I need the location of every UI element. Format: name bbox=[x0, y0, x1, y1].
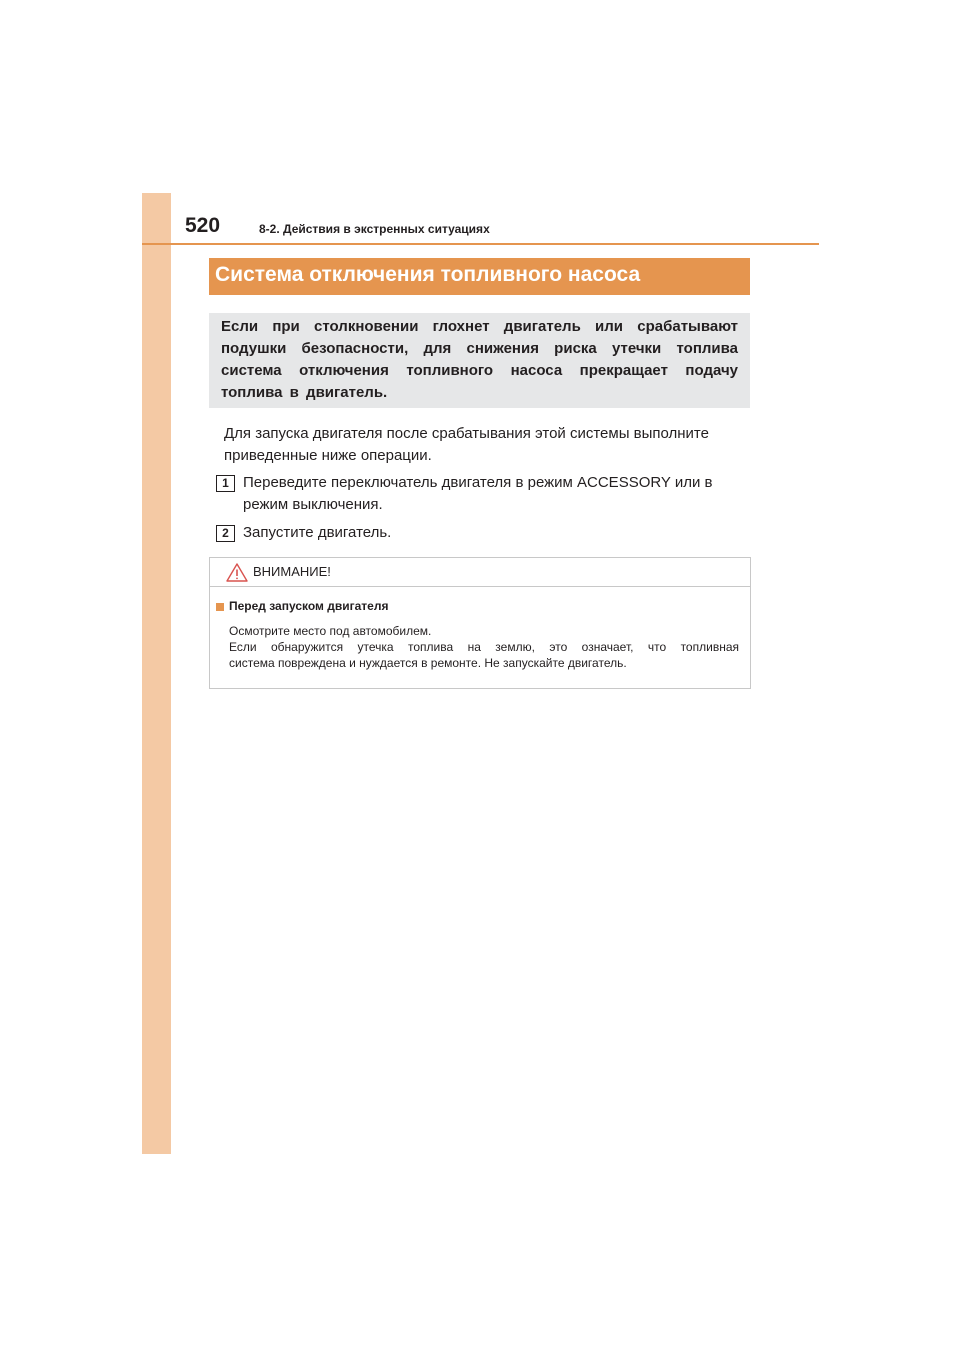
warning-box bbox=[209, 557, 751, 689]
intro-text: Если при столкновении глохнет двигатель или срабатывают подушки безопасности, для снижения риска утечки топлива система отключения топливного насоса прекращает подачу топлива в двигатель. bbox=[221, 318, 738, 401]
step-text-2: Запустите двигатель. bbox=[243, 524, 392, 541]
warning-line-3: система повреждена и нуждается в ремонте. Не запускайте двигатель. bbox=[229, 656, 627, 670]
section-label: 8-2. Действия в экстренных ситуациях bbox=[259, 222, 490, 236]
body-paragraph: Для запуска двигателя после срабатывания этой системы выполните приведенные ниже операции. bbox=[224, 425, 709, 464]
step-number-1: 1 bbox=[216, 475, 235, 492]
intro-box bbox=[209, 313, 750, 408]
warning-line-1: Осмотрите место под автомобилем. bbox=[229, 624, 432, 638]
warning-header bbox=[210, 558, 750, 587]
page-title: Система отключения топливного насоса bbox=[215, 263, 641, 286]
warning-line-2: Если обнаружится утечка топлива на землю, это означает, что топливная bbox=[229, 640, 739, 654]
warning-title: ВНИМАНИЕ! bbox=[253, 564, 331, 579]
square-bullet-icon bbox=[216, 603, 224, 611]
warning-triangle-icon bbox=[226, 563, 248, 582]
step-text-1: Переведите переключатель двигателя в режим ACCESSORY или в режим выключения. bbox=[243, 474, 713, 513]
warning-subtitle: Перед запуском двигателя bbox=[229, 599, 389, 613]
header-divider bbox=[142, 243, 819, 245]
step-number-2: 2 bbox=[216, 525, 235, 542]
side-tab-bar bbox=[142, 193, 171, 1154]
warning-body bbox=[229, 623, 739, 671]
page-number: 520 bbox=[185, 214, 221, 237]
title-bar bbox=[209, 258, 750, 295]
